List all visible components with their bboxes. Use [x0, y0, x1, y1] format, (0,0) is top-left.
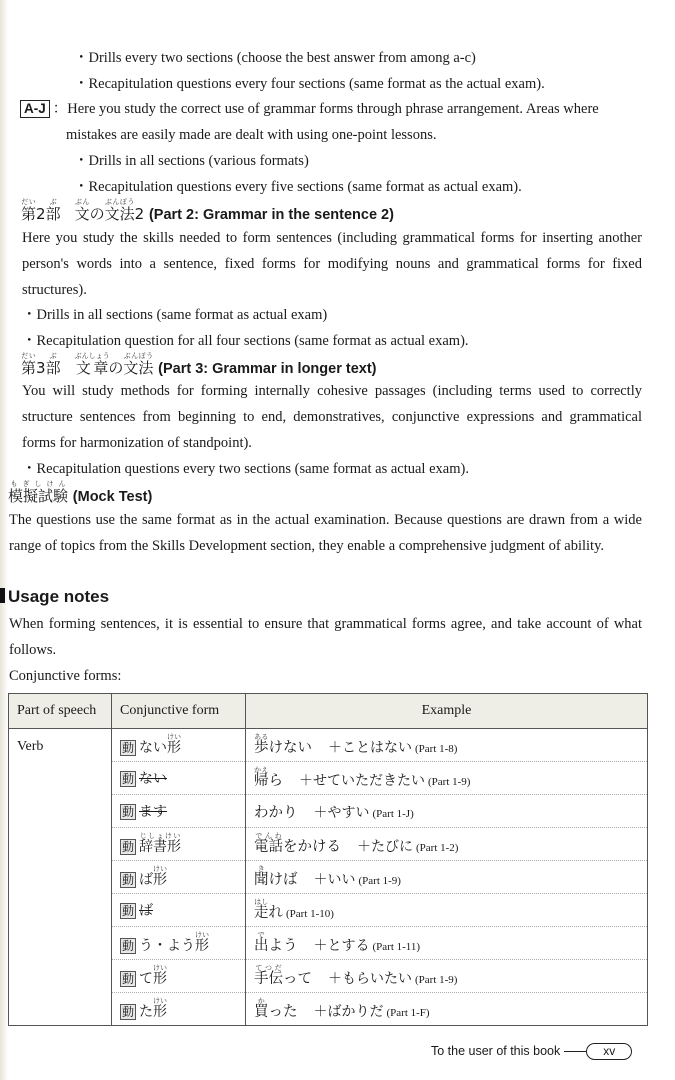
cell-conjunctive-form [112, 894, 246, 927]
mock-jp-title: 模擬試験もぎしけん [8, 480, 69, 505]
part3-en-title: (Part 3: Grammar in longer text) [158, 361, 377, 377]
mock-para-line-2: range of topics from the Skills Development section, they enable a comprehensive judgment of ability. [9, 538, 605, 554]
example-continuation: ＋たびに [357, 839, 413, 855]
cell-conjunctive-form [112, 993, 246, 1026]
table-header-row [9, 694, 648, 729]
verb-tag-icon: 動 [122, 904, 135, 918]
part3-para-line-1: You will study methods for forming internally cohesive passages (including terms used to correctly [22, 383, 642, 399]
conjunctive-forms-table [8, 693, 648, 1026]
example-continuation: ＋いい [313, 872, 356, 888]
example-word: 走はしれ [254, 898, 283, 921]
example-word: 帰かえら [254, 766, 283, 789]
cell-conjunctive-form [112, 960, 246, 993]
example-word: わかり [254, 804, 298, 821]
example-reference: (Part 1-9) [358, 875, 401, 887]
example-word: 電話でんわをかける [254, 832, 341, 855]
table-row [9, 729, 648, 762]
bullet-drills-two-sections: ・ Drills every two sections (choose the best answer from among a-c) [74, 49, 476, 67]
example-word: 歩あるけない [254, 733, 312, 756]
cell-example [246, 927, 648, 960]
example-word: 手伝てつだって [254, 964, 312, 987]
page-gutter-shadow [0, 0, 8, 1080]
cell-example [246, 993, 648, 1026]
part2-en-title: (Part 2: Grammar in the sentence 2) [148, 207, 394, 223]
conjunctive-forms-label: Conjunctive forms: [9, 668, 122, 684]
page-number: xv [586, 1043, 632, 1060]
form-text: ば [139, 903, 154, 919]
mock-heading [8, 480, 152, 506]
part2-jp-title: 第だい2部ぶ文ぶんの文法ぶんぽう2 [21, 198, 145, 223]
part3-para-line-2: structure sentences from beginning to end, demonstratives, conjunctive expressions and grammatical [22, 409, 642, 425]
usage-para-line-2: follows. [9, 642, 57, 658]
cell-example [246, 894, 648, 927]
header-conjunctive-form: Conjunctive form [112, 694, 246, 729]
cell-conjunctive-form [112, 927, 246, 960]
form-text: ない形けい [139, 733, 182, 756]
cell-example [246, 795, 648, 828]
part3-heading [21, 352, 377, 378]
part3-bullet-recap: ・ Recapitulation questions every two sections (same format as actual exam). [22, 460, 469, 478]
form-text: ない [139, 771, 168, 787]
aj-line-1 [20, 100, 599, 118]
usage-notes-heading: Usage notes [0, 587, 109, 607]
header-part-of-speech: Part of speech [9, 694, 112, 729]
verb-tag-icon: 動 [122, 840, 135, 854]
cell-part-of-speech: Verb [9, 729, 112, 1026]
mock-para-line-1: The questions use the same format as in the actual examination. Because questions are drawn from a wide [9, 512, 642, 528]
form-text: ます [139, 804, 168, 820]
cell-conjunctive-form [112, 729, 246, 762]
part2-para-line-1: Here you study the skills needed to form sentences (including grammatical forms for inserting another [22, 230, 642, 246]
page-footer [431, 1043, 632, 1060]
cell-example [246, 762, 648, 795]
heading-bar-marker [0, 588, 5, 603]
verb-tag-icon: 動 [122, 772, 135, 786]
part3-para-line-3: forms for harmonization of standpoint). [22, 435, 252, 451]
cell-example [246, 960, 648, 993]
footer-connector-line [564, 1051, 586, 1052]
form-text: て形けい [139, 964, 168, 987]
usage-para-line-1: When forming sentences, it is essential to ensure that grammatical forms agree, and take account of what [9, 616, 642, 632]
example-reference: (Part 1-11) [372, 941, 421, 953]
example-reference: (Part 1-2) [416, 842, 459, 854]
cell-conjunctive-form [112, 762, 246, 795]
example-reference: (Part 1-9) [428, 776, 471, 788]
verb-tag-icon: 動 [122, 805, 135, 819]
example-reference: (Part 1-8) [415, 743, 458, 755]
example-continuation: ＋もらいたい [328, 971, 412, 987]
cell-example [246, 729, 648, 762]
example-continuation: ＋ことはない [328, 740, 412, 756]
cell-conjunctive-form [112, 828, 246, 861]
example-word: 出でよう [254, 931, 298, 954]
part2-bullet-drills: ・ Drills in all sections (same format as actual exam) [22, 306, 327, 324]
part2-heading [21, 198, 394, 224]
part2-para-line-3: structures). [22, 282, 87, 298]
bullet-drills-all-sections: ・ Drills in all sections (various formats) [74, 152, 309, 170]
mock-en-title: (Mock Test) [72, 489, 153, 505]
example-continuation: ＋とする [313, 938, 370, 954]
cell-example [246, 861, 648, 894]
verb-tag-icon: 動 [122, 873, 135, 887]
example-reference: (Part 1-10) [286, 908, 334, 920]
aj-separator: ： [52, 101, 68, 117]
example-reference: (Part 1-J) [372, 807, 414, 820]
aj-tag: A-J [20, 100, 50, 118]
verb-tag-icon: 動 [122, 741, 135, 755]
cell-conjunctive-form [112, 861, 246, 894]
part2-bullet-recap: ・ Recapitulation question for all four sections (same format as actual exam). [22, 332, 469, 350]
form-text: ば形けい [139, 865, 168, 888]
cell-example [246, 828, 648, 861]
header-example: Example [246, 694, 648, 729]
form-text: た形けい [139, 997, 168, 1020]
verb-tag-icon: 動 [122, 939, 135, 953]
form-text: う・よう形けい [139, 931, 210, 954]
aj-line-2: mistakes are easily made are dealt with using one-point lessons. [66, 127, 437, 143]
form-text: 辞書形じしょけい [139, 832, 182, 855]
example-continuation: ＋ばかりだ [313, 1004, 384, 1020]
verb-tag-icon: 動 [122, 1005, 135, 1019]
footer-section-title: To the user of this book [431, 1044, 561, 1058]
bullet-recap-four-sections: ・ Recapitulation questions every four sections (same format as the actual exam). [74, 75, 545, 93]
cell-conjunctive-form [112, 795, 246, 828]
part2-para-line-2: person's words into a sentence, fixed forms for modifying nouns and grammatical forms for fixed [22, 256, 642, 272]
example-reference: (Part 1-F) [386, 1007, 430, 1019]
verb-tag-icon: 動 [122, 972, 135, 986]
aj-text-1: Here you study the correct use of grammar forms through phrase arrangement. Areas where [67, 101, 599, 117]
example-word: 聞きけば [254, 865, 298, 888]
bullet-recap-five-sections: ・ Recapitulation questions every five sections (same format as actual exam). [74, 178, 522, 196]
part3-jp-title: 第だい3部ぶ文章ぶんしょうの文法ぶんぽう [21, 352, 154, 377]
example-reference: (Part 1-9) [415, 974, 458, 986]
example-continuation: ＋せていただきたい [299, 773, 425, 789]
example-continuation: ＋やすい [313, 804, 370, 821]
example-word: 買かった [254, 997, 298, 1020]
